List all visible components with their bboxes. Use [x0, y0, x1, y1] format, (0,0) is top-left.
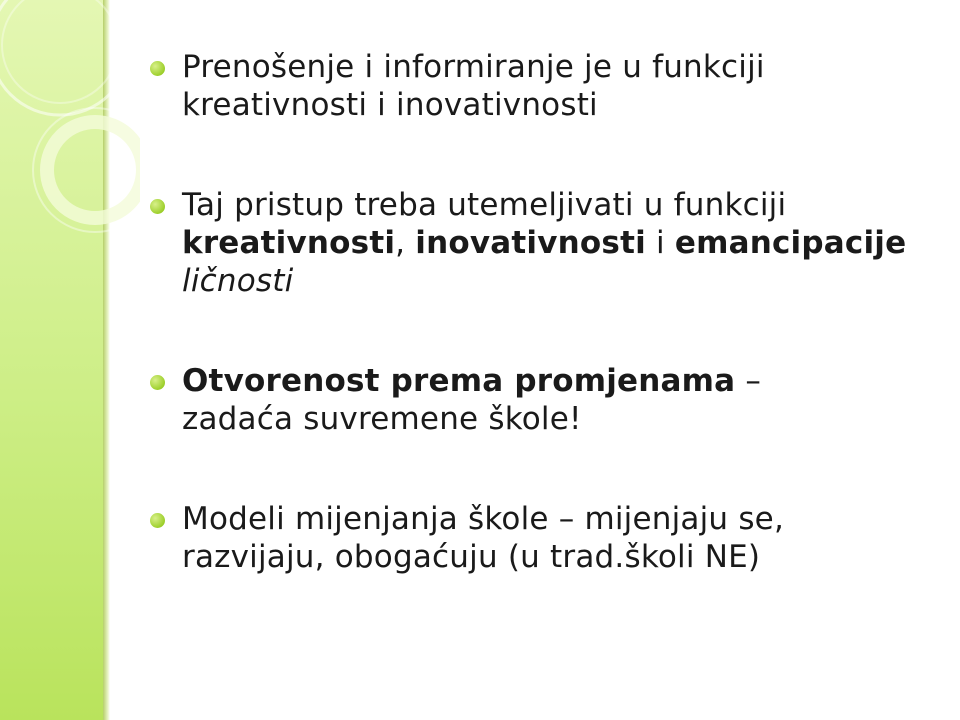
green-dot-icon: [150, 61, 165, 76]
bullet-3-bold-text: Otvorenost prema promjenama: [182, 363, 736, 399]
rings-decoration: [0, 0, 140, 260]
bullet-item-4: [150, 500, 940, 576]
separator-i: i: [645, 225, 675, 261]
separator-comma: ,: [395, 225, 416, 261]
term-kreativnosti: kreativnosti: [182, 225, 396, 261]
bullet-3-dash: –: [735, 363, 762, 399]
bullet-3-line-2: zadaća suvremene škole!: [182, 401, 582, 437]
bullet-2-line-3: ličnosti: [182, 263, 294, 299]
bullet-1-line-2: kreativnosti i inovativnosti: [182, 87, 598, 123]
bullet-2-line-2: [182, 224, 940, 262]
bullet-2-line-1: Taj pristup treba utemeljivati u funkciji: [182, 187, 787, 223]
bullet-4-line-2: razvijaju, obogaćuju (u trad.školi NE): [182, 539, 761, 575]
term-inovativnosti: inovativnosti: [415, 225, 646, 261]
term-emancipacije: emancipacije: [674, 225, 907, 261]
slide-content: [150, 48, 940, 576]
green-dot-icon: [150, 513, 165, 528]
bullet-4-line-1: Modeli mijenjanja škole – mijenjaju se,: [182, 501, 785, 537]
bullet-3-line-1: [182, 362, 940, 400]
bullet-item-1: [150, 48, 940, 124]
green-dot-icon: [150, 375, 165, 390]
bullet-1-line-1: Prenošenje i informiranje je u funkciji: [182, 49, 765, 85]
green-dot-icon: [150, 199, 165, 214]
bullet-item-2: [150, 186, 940, 300]
bullet-item-3: [150, 362, 940, 438]
